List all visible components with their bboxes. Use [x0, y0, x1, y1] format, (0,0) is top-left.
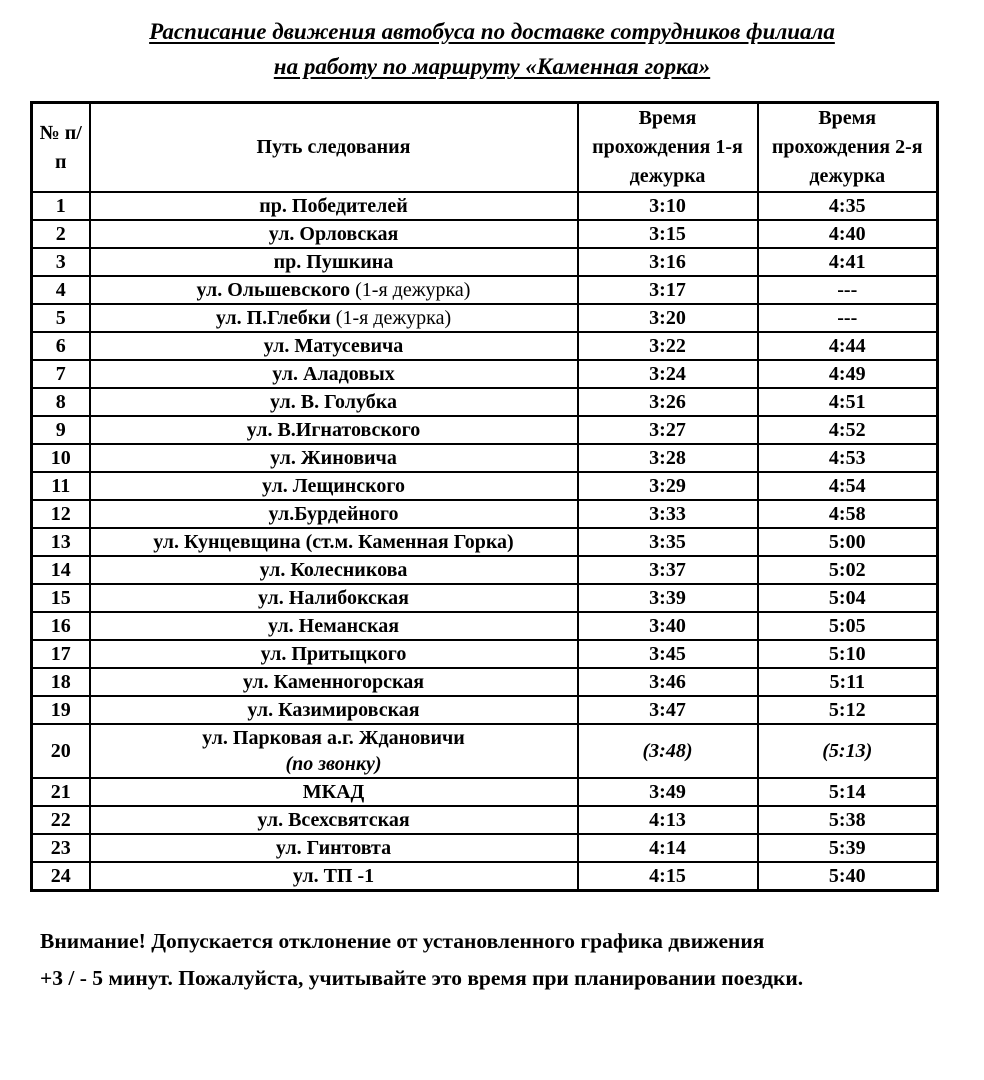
- title-line-1: Расписание движения автобуса по доставке сотрудников филиала: [149, 19, 835, 44]
- table-row: [32, 528, 938, 556]
- route-stop: ул. Ольшевского (1-я дежурка): [90, 276, 578, 304]
- route-stop: ул. Неманская: [90, 612, 578, 640]
- row-number: 1: [32, 192, 90, 220]
- row-number: 16: [32, 612, 90, 640]
- table-row: [32, 220, 938, 248]
- row-number: 9: [32, 416, 90, 444]
- row-number: 17: [32, 640, 90, 668]
- route-stop: ул.Бурдейного: [90, 500, 578, 528]
- schedule-body: [32, 192, 938, 891]
- table-row: [32, 584, 938, 612]
- route-stop: ул. Матусевича: [90, 332, 578, 360]
- time-shift1: 3:49: [578, 778, 758, 806]
- time-shift2: 4:41: [758, 248, 938, 276]
- time-shift2: 4:40: [758, 220, 938, 248]
- route-stop: ул. В. Голубка: [90, 388, 578, 416]
- table-row: [32, 276, 938, 304]
- time-shift1: 3:15: [578, 220, 758, 248]
- time-shift2: 5:04: [758, 584, 938, 612]
- time-shift2: 4:35: [758, 192, 938, 220]
- row-number: 8: [32, 388, 90, 416]
- time-shift1: 3:26: [578, 388, 758, 416]
- time-shift1: 3:37: [578, 556, 758, 584]
- time-shift1: 3:46: [578, 668, 758, 696]
- time-shift2: 5:02: [758, 556, 938, 584]
- time-shift1: 3:33: [578, 500, 758, 528]
- table-row: [32, 556, 938, 584]
- row-number: 2: [32, 220, 90, 248]
- route-stop: ул. Казимировская: [90, 696, 578, 724]
- time-shift1: 3:35: [578, 528, 758, 556]
- table-row: [32, 724, 938, 778]
- time-shift2: 4:52: [758, 416, 938, 444]
- row-number: 7: [32, 360, 90, 388]
- table-row: [32, 332, 938, 360]
- row-number: 13: [32, 528, 90, 556]
- time-shift1: 3:29: [578, 472, 758, 500]
- time-shift2: 5:40: [758, 862, 938, 891]
- warning-line-1: Внимание! Допускается отклонение от установленного графика движения: [40, 929, 765, 953]
- title-line-2: на работу по маршруту «Каменная горка»: [273, 54, 711, 79]
- route-stop: ул. Всехсвятская: [90, 806, 578, 834]
- time-shift1: 4:14: [578, 834, 758, 862]
- table-row: [32, 612, 938, 640]
- row-number: 12: [32, 500, 90, 528]
- route-stop: ул. Колесникова: [90, 556, 578, 584]
- time-shift2: 5:10: [758, 640, 938, 668]
- time-shift1: 3:45: [578, 640, 758, 668]
- route-stop: ул. Кунцевщина (ст.м. Каменная Горка): [90, 528, 578, 556]
- row-number: 15: [32, 584, 90, 612]
- warning-line-2: +3 / - 5 минут. Пожалуйста, учитывайте это время при планировании поездки.: [40, 966, 804, 990]
- row-number: 24: [32, 862, 90, 891]
- table-row: [32, 834, 938, 862]
- time-shift1: (3:48): [578, 724, 758, 778]
- row-number: 10: [32, 444, 90, 472]
- time-shift1: 3:40: [578, 612, 758, 640]
- time-shift2: 5:39: [758, 834, 938, 862]
- table-row: [32, 668, 938, 696]
- route-stop: ул. Жиновича: [90, 444, 578, 472]
- time-shift2: 4:44: [758, 332, 938, 360]
- table-row: [32, 500, 938, 528]
- row-number: 6: [32, 332, 90, 360]
- row-number: 20: [32, 724, 90, 778]
- route-stop: ул. Притыцкого: [90, 640, 578, 668]
- time-shift2: 4:49: [758, 360, 938, 388]
- route-stop: пр. Победителей: [90, 192, 578, 220]
- row-number: 5: [32, 304, 90, 332]
- route-stop: пр. Пушкина: [90, 248, 578, 276]
- time-shift1: 3:27: [578, 416, 758, 444]
- route-stop: ул. Налибокская: [90, 584, 578, 612]
- table-row: [32, 696, 938, 724]
- row-number: 23: [32, 834, 90, 862]
- table-row: [32, 778, 938, 806]
- time-shift2: 4:58: [758, 500, 938, 528]
- time-shift1: 3:10: [578, 192, 758, 220]
- time-shift1: 3:17: [578, 276, 758, 304]
- route-stop: ул. Каменногорская: [90, 668, 578, 696]
- table-header: [32, 103, 938, 193]
- route-stop: ул. Орловская: [90, 220, 578, 248]
- time-shift1: 3:16: [578, 248, 758, 276]
- header-time-shift1: Время прохождения 1-я дежурка: [578, 103, 758, 193]
- table-row: [32, 248, 938, 276]
- route-stop: ул. ТП -1: [90, 862, 578, 891]
- time-shift2: 5:05: [758, 612, 938, 640]
- route-stop: ул. Гинтовта: [90, 834, 578, 862]
- table-row: [32, 640, 938, 668]
- time-shift2: 4:51: [758, 388, 938, 416]
- document-title: [0, 14, 984, 84]
- time-shift2: ---: [758, 276, 938, 304]
- time-shift2: ---: [758, 304, 938, 332]
- time-shift2: 5:00: [758, 528, 938, 556]
- route-stop: МКАД: [90, 778, 578, 806]
- route-stop: ул. Лещинского: [90, 472, 578, 500]
- header-route: Путь следования: [90, 103, 578, 193]
- route-stop: ул. Аладовых: [90, 360, 578, 388]
- bus-schedule-table: [30, 101, 939, 892]
- time-shift2: 5:11: [758, 668, 938, 696]
- time-shift1: 3:22: [578, 332, 758, 360]
- time-shift1: 3:24: [578, 360, 758, 388]
- table-row: [32, 444, 938, 472]
- table-row: [32, 472, 938, 500]
- time-shift2: 5:12: [758, 696, 938, 724]
- table-row: [32, 388, 938, 416]
- row-number: 19: [32, 696, 90, 724]
- header-time-shift2: Время прохождения 2-я дежурка: [758, 103, 938, 193]
- row-number: 21: [32, 778, 90, 806]
- time-shift2: 4:53: [758, 444, 938, 472]
- route-stop: ул. П.Глебки (1-я дежурка): [90, 304, 578, 332]
- time-shift2: (5:13): [758, 724, 938, 778]
- time-shift2: 5:14: [758, 778, 938, 806]
- time-shift2: 4:54: [758, 472, 938, 500]
- header-row: [32, 103, 938, 193]
- route-stop: ул. В.Игнатовского: [90, 416, 578, 444]
- time-shift1: 3:28: [578, 444, 758, 472]
- time-shift1: 4:13: [578, 806, 758, 834]
- table-row: [32, 304, 938, 332]
- warning-note: [40, 923, 964, 997]
- time-shift1: 4:15: [578, 862, 758, 891]
- table-row: [32, 192, 938, 220]
- table-row: [32, 806, 938, 834]
- table-row: [32, 360, 938, 388]
- row-number: 18: [32, 668, 90, 696]
- header-row-number: № п/п: [32, 103, 90, 193]
- row-number: 3: [32, 248, 90, 276]
- row-number: 4: [32, 276, 90, 304]
- time-shift1: 3:39: [578, 584, 758, 612]
- row-number: 11: [32, 472, 90, 500]
- time-shift2: 5:38: [758, 806, 938, 834]
- time-shift1: 3:47: [578, 696, 758, 724]
- row-number: 14: [32, 556, 90, 584]
- time-shift1: 3:20: [578, 304, 758, 332]
- row-number: 22: [32, 806, 90, 834]
- route-stop: ул. Парковая а.г. Ждановичи (по звонку): [90, 724, 578, 778]
- table-row: [32, 416, 938, 444]
- route-stop-note: (по звонку): [285, 753, 382, 775]
- table-row: [32, 862, 938, 891]
